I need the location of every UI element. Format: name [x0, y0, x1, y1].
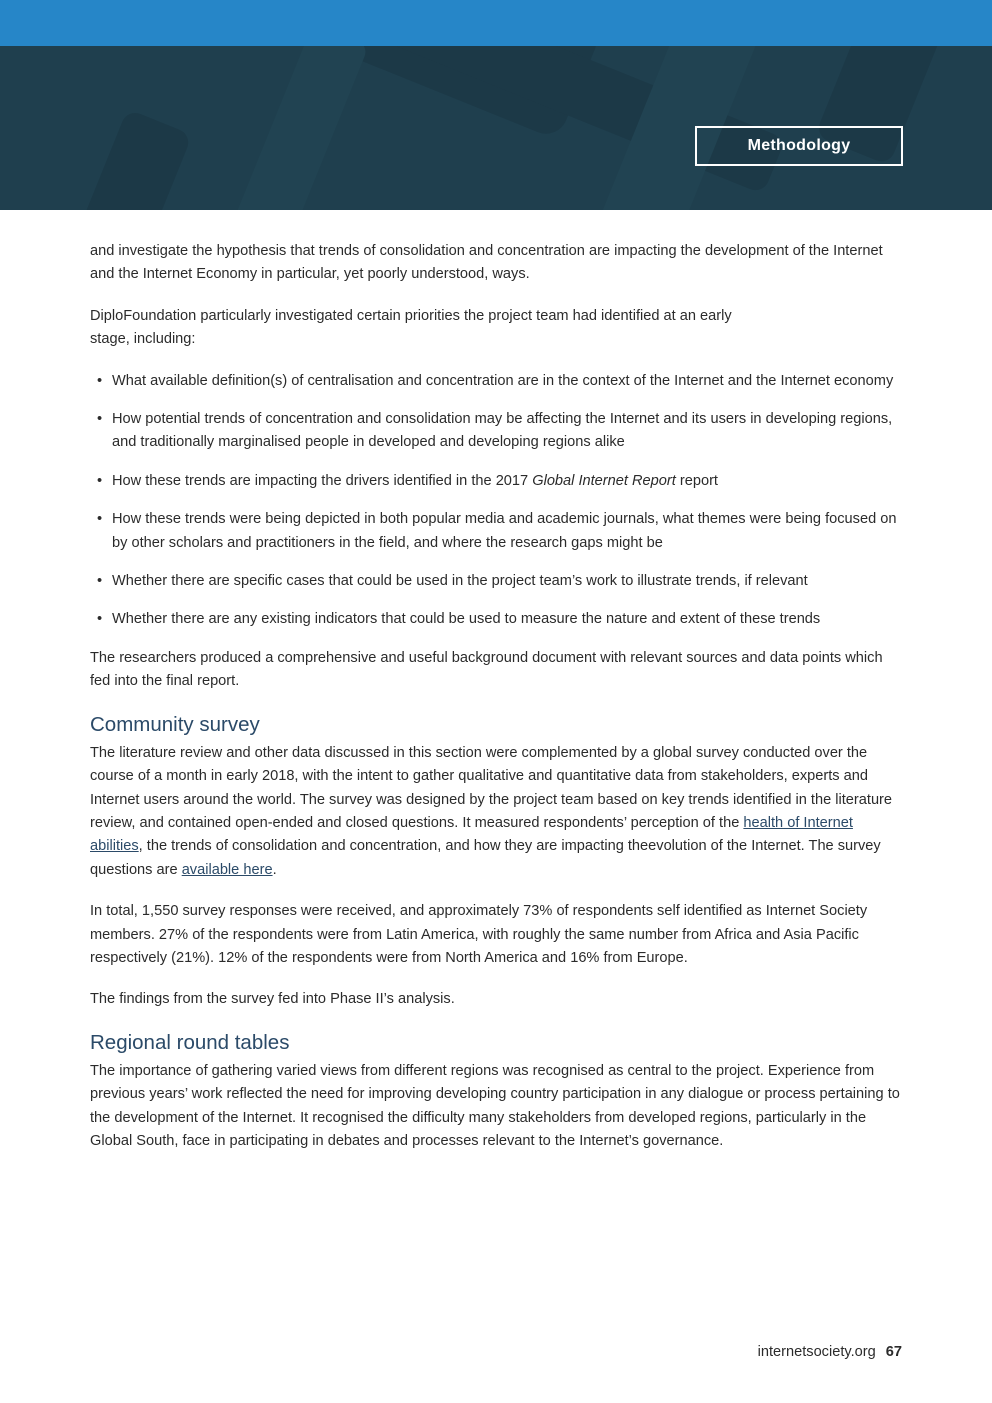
- community-survey-paragraph: [90, 742, 904, 882]
- list-item: • What available definition(s) of centralisation and concentration are in the context of the Internet and the Internet economy: [90, 370, 904, 393]
- priorities-paragraph: [90, 305, 904, 352]
- report-title: Global Internet Report: [532, 472, 676, 489]
- list-item: • How these trends were being depicted in both popular media and academic journals, what themes were being focused on by other scholars and practitioners in the field, and where the research gaps might be: [90, 508, 904, 555]
- intro-paragraph: and investigate the hypothesis that trends of consolidation and concentration are impacting the development of the Internet and the Internet Economy in particular, yet poorly understood, ways.: [90, 243, 883, 283]
- list-item: • How potential trends of concentration and consolidation may be affecting the Internet and its users in developing regions, and traditionally marginalised people in developed and developing regions alike: [90, 408, 904, 455]
- page-number: 67: [885, 1344, 902, 1360]
- available-here-link[interactable]: available here: [181, 861, 273, 878]
- regional-paragraph: The importance of gathering varied views from different regions was recognised as central to the project. Experience from previous years’ work reflected the need for improving developing country participation in any dialogue or process pertaining to the development of the Internet. It recognised the difficulty many stakeholders from developed regions, particularly in the Global South, face in participating in debates and processes relevant to the Internet’s governance.: [90, 1062, 900, 1149]
- page-content: [90, 240, 904, 1171]
- health-of-internet-link[interactable]: health of Internet abilities: [90, 814, 853, 855]
- list-item: • Whether there are specific cases that could be used in the project team’s work to illustrate trends, if relevant: [90, 570, 904, 593]
- list-item-text: How these trends are impacting the drivers identified in the 2017: [112, 472, 533, 489]
- footer-site: internetsociety.org: [757, 1344, 876, 1360]
- priorities-line-2: stage, including:: [90, 331, 196, 348]
- section-tag: Methodology: [695, 126, 903, 166]
- researchers-paragraph: The researchers produced a comprehensive and useful background document with relevant sources and data points which fed into the final report.: [90, 649, 883, 690]
- paragraph-text: The literature review and other data discussed in this section were complemented by a global survey conducted over the course of a month in early 2018, with the intent to gather qualitative and quantitative data from stakeholders, experts and Internet users around the world. The survey was designed by the project team based on key trends identified in the literature review, and contained open-ended and closed questions. It measured respondents’ perception of the: [90, 744, 893, 831]
- priorities-list: [90, 370, 904, 632]
- regional-round-tables-heading: Regional round tables: [90, 1030, 290, 1054]
- priorities-line-1: DiploFoundation particularly investigated certain priorities the project team had identified at an early: [90, 307, 732, 324]
- page-footer: [758, 1344, 902, 1360]
- list-item-text: report: [675, 472, 718, 489]
- paragraph-text: .: [272, 861, 277, 878]
- header-banner: [0, 46, 992, 210]
- survey-totals-paragraph: In total, 1,550 survey responses were received, and approximately 73% of respondents self identified as Internet Society members. 27% of the respondents were from Latin America, with roughly the same number from Africa and Asia Pacific respectively (21%). 12% of the respondents were from North America and 16% from Europe.: [90, 903, 868, 966]
- findings-paragraph: The findings from the survey fed into Phase II’s analysis.: [90, 991, 455, 1008]
- list-item: • Whether there are any existing indicators that could be used to measure the nature and extent of these trends: [90, 608, 904, 631]
- community-survey-heading: Community survey: [90, 712, 260, 736]
- top-color-bar: [0, 0, 992, 46]
- paragraph-text: , the trends of consolidation and concentration, and how they are impacting theevolution of the Internet. The survey questions are: [90, 838, 881, 878]
- list-item: [90, 470, 904, 493]
